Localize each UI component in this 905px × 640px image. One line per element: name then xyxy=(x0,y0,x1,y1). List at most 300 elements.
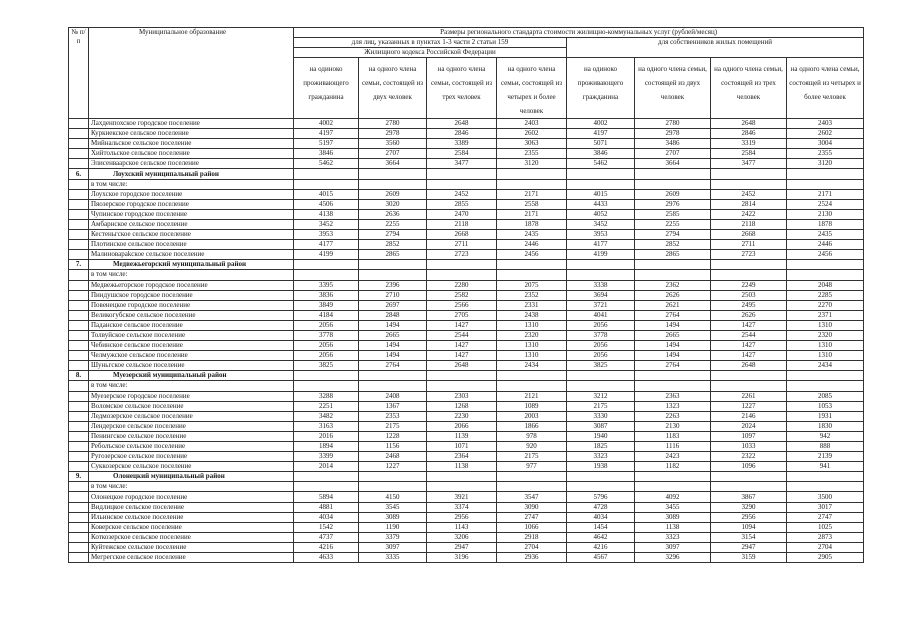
value-cell: 2230 xyxy=(427,411,497,421)
value-cell: 3867 xyxy=(711,492,787,502)
value-cell: 1427 xyxy=(427,320,497,330)
municipality-name: Шуньгское сельское поселение xyxy=(89,361,294,371)
municipality-name: Амбарнское сельское поселение xyxy=(89,219,294,229)
municipality-name: Великогубское сельское поселение xyxy=(89,310,294,320)
value-cell: 2024 xyxy=(711,421,787,431)
value-cell: 2003 xyxy=(497,411,567,421)
table-row xyxy=(69,522,864,532)
district-name: Медвежьегорский муниципальный район xyxy=(89,260,294,270)
value-cell xyxy=(427,371,497,381)
value-cell: 2364 xyxy=(427,452,497,462)
value-cell xyxy=(567,179,635,189)
row-number xyxy=(69,492,89,502)
value-cell: 2956 xyxy=(427,512,497,522)
value-cell: 1542 xyxy=(294,522,359,532)
value-cell: 2936 xyxy=(497,553,567,563)
value-cell: 3545 xyxy=(359,502,427,512)
value-cell: 2320 xyxy=(497,330,567,340)
value-cell: 3452 xyxy=(294,219,359,229)
municipality-name: Мегрегское сельское поселение xyxy=(89,553,294,563)
value-cell: 5071 xyxy=(567,139,635,149)
value-cell: 3004 xyxy=(787,139,864,149)
value-cell xyxy=(787,270,864,280)
value-cell: 2780 xyxy=(359,119,427,129)
value-cell: 2171 xyxy=(497,189,567,199)
value-cell: 2175 xyxy=(497,452,567,462)
value-cell: 2118 xyxy=(427,219,497,229)
value-cell: 1156 xyxy=(359,442,427,452)
value-cell: 3560 xyxy=(359,139,427,149)
value-cell: 1323 xyxy=(635,401,711,411)
row-number xyxy=(69,502,89,512)
value-cell: 2723 xyxy=(427,250,497,260)
value-cell: 1938 xyxy=(567,462,635,472)
value-cell: 1494 xyxy=(359,341,427,351)
municipality-name: Чебинское сельское поселение xyxy=(89,341,294,351)
value-cell xyxy=(427,169,497,179)
value-cell: 1310 xyxy=(787,320,864,330)
value-cell: 3017 xyxy=(787,502,864,512)
municipality-name: Лахденпохское городское поселение xyxy=(89,119,294,129)
row-number xyxy=(69,532,89,542)
value-cell xyxy=(427,482,497,492)
value-cell: 2066 xyxy=(427,421,497,431)
value-cell: 4015 xyxy=(567,189,635,199)
value-cell: 2363 xyxy=(635,391,711,401)
value-cell: 3778 xyxy=(567,330,635,340)
value-cell: 2434 xyxy=(787,361,864,371)
municipality-name: Кестеньгское сельское поселение xyxy=(89,230,294,240)
row-number xyxy=(69,270,89,280)
value-cell: 2873 xyxy=(787,532,864,542)
value-cell: 1066 xyxy=(497,522,567,532)
value-cell: 942 xyxy=(787,431,864,441)
value-cell: 2139 xyxy=(787,452,864,462)
table-row xyxy=(69,351,864,361)
value-cell: 1089 xyxy=(497,401,567,411)
value-cell: 3290 xyxy=(711,502,787,512)
header-group-a-2: Жилищного кодекса Российской Федерации xyxy=(294,48,567,58)
value-cell xyxy=(711,381,787,391)
value-cell: 1310 xyxy=(787,341,864,351)
value-cell: 4199 xyxy=(567,250,635,260)
value-cell xyxy=(635,381,711,391)
value-cell: 3664 xyxy=(635,159,711,169)
table-row xyxy=(69,401,864,411)
value-cell: 888 xyxy=(787,442,864,452)
row-number xyxy=(69,361,89,371)
value-cell: 3849 xyxy=(294,300,359,310)
value-cell: 2609 xyxy=(635,189,711,199)
header-num: № п/п xyxy=(69,28,89,119)
value-cell: 2175 xyxy=(359,421,427,431)
value-cell: 3335 xyxy=(359,553,427,563)
value-cell: 3087 xyxy=(567,421,635,431)
value-cell: 2584 xyxy=(711,149,787,159)
value-cell xyxy=(635,270,711,280)
value-cell xyxy=(711,270,787,280)
value-cell: 2353 xyxy=(359,411,427,421)
value-cell: 2609 xyxy=(359,189,427,199)
subheading-label: в том числе: xyxy=(89,270,294,280)
table-row xyxy=(69,119,864,129)
value-cell: 3921 xyxy=(427,492,497,502)
value-cell: 4197 xyxy=(294,129,359,139)
value-cell: 2452 xyxy=(711,189,787,199)
value-cell xyxy=(294,169,359,179)
value-cell: 3477 xyxy=(427,159,497,169)
subheading-label: в том числе: xyxy=(89,381,294,391)
municipality-name: Толвуйское сельское поселение xyxy=(89,330,294,340)
municipality-name: Куркиекское сельское поселение xyxy=(89,129,294,139)
row-number xyxy=(69,240,89,250)
value-cell: 1427 xyxy=(711,320,787,330)
table-row xyxy=(69,502,864,512)
value-cell: 2711 xyxy=(711,240,787,250)
municipality-name: Повенецкое городское поселение xyxy=(89,300,294,310)
value-cell: 2146 xyxy=(711,411,787,421)
value-cell: 4002 xyxy=(294,119,359,129)
value-cell: 3020 xyxy=(359,199,427,209)
value-cell xyxy=(359,482,427,492)
value-cell: 1310 xyxy=(497,351,567,361)
table-row xyxy=(69,280,864,290)
value-cell: 2303 xyxy=(427,391,497,401)
value-cell: 2697 xyxy=(359,300,427,310)
municipality-name: Ледмозерское сельское поселение xyxy=(89,411,294,421)
value-cell: 1268 xyxy=(427,401,497,411)
value-cell: 2503 xyxy=(711,290,787,300)
value-cell: 2016 xyxy=(294,431,359,441)
value-cell: 2452 xyxy=(427,189,497,199)
value-cell xyxy=(497,482,567,492)
value-cell: 3196 xyxy=(427,553,497,563)
value-cell: 4177 xyxy=(567,240,635,250)
value-cell xyxy=(359,169,427,179)
value-cell: 2705 xyxy=(427,310,497,320)
value-cell: 5796 xyxy=(567,492,635,502)
value-cell xyxy=(497,270,567,280)
value-cell xyxy=(427,472,497,482)
value-cell: 2408 xyxy=(359,391,427,401)
value-cell: 3374 xyxy=(427,502,497,512)
municipality-name: Челмужское сельское поселение xyxy=(89,351,294,361)
table-row xyxy=(69,452,864,462)
value-cell: 2175 xyxy=(567,401,635,411)
value-cell: 2435 xyxy=(497,230,567,240)
value-cell: 2747 xyxy=(497,512,567,522)
header-col-2: на одного члена семьи, состоящей из двух человек xyxy=(359,58,427,119)
value-cell: 3323 xyxy=(635,532,711,542)
table-row xyxy=(69,431,864,441)
value-cell: 1094 xyxy=(711,522,787,532)
value-cell: 920 xyxy=(497,442,567,452)
value-cell xyxy=(497,179,567,189)
value-cell: 2171 xyxy=(497,209,567,219)
table-row xyxy=(69,391,864,401)
value-cell: 4433 xyxy=(567,199,635,209)
value-cell: 2956 xyxy=(711,512,787,522)
district-row xyxy=(69,472,864,482)
value-cell: 2626 xyxy=(635,290,711,300)
table-row xyxy=(69,149,864,159)
municipality-name: Пиндушское городское поселение xyxy=(89,290,294,300)
row-number xyxy=(69,129,89,139)
value-cell: 1138 xyxy=(635,522,711,532)
row-number xyxy=(69,351,89,361)
row-number: 8. xyxy=(69,371,89,381)
value-cell: 3159 xyxy=(711,553,787,563)
header-col-5: на одиноко проживающего гражданина xyxy=(567,58,635,119)
value-cell xyxy=(294,371,359,381)
value-cell xyxy=(294,381,359,391)
value-cell xyxy=(787,482,864,492)
value-cell: 2362 xyxy=(635,280,711,290)
row-number xyxy=(69,462,89,472)
value-cell: 4002 xyxy=(567,119,635,129)
municipality-name: Медвежьегорское городское поселение xyxy=(89,280,294,290)
value-cell xyxy=(567,169,635,179)
value-cell: 1866 xyxy=(497,421,567,431)
value-cell: 2918 xyxy=(497,532,567,542)
value-cell: 3089 xyxy=(359,512,427,522)
value-cell: 2764 xyxy=(359,361,427,371)
table-row xyxy=(69,129,864,139)
value-cell: 3953 xyxy=(567,230,635,240)
value-cell: 4184 xyxy=(294,310,359,320)
value-cell xyxy=(294,260,359,270)
value-cell xyxy=(567,381,635,391)
value-cell: 2255 xyxy=(635,219,711,229)
value-cell: 2456 xyxy=(787,250,864,260)
table-row xyxy=(69,361,864,371)
municipality-name: Пенингское сельское поселение xyxy=(89,431,294,441)
value-cell xyxy=(359,381,427,391)
table-row xyxy=(69,542,864,552)
value-cell: 1071 xyxy=(427,442,497,452)
value-cell: 2648 xyxy=(427,119,497,129)
municipality-name: Лендерское сельское поселение xyxy=(89,421,294,431)
row-number xyxy=(69,542,89,552)
value-cell: 4642 xyxy=(567,532,635,542)
value-cell: 1427 xyxy=(427,351,497,361)
value-cell: 3212 xyxy=(567,391,635,401)
value-cell: 3097 xyxy=(359,542,427,552)
value-cell: 2171 xyxy=(787,189,864,199)
table-row xyxy=(69,310,864,320)
value-cell xyxy=(497,381,567,391)
value-cell: 2249 xyxy=(711,280,787,290)
municipality-name: Паданское сельское поселение xyxy=(89,320,294,330)
value-cell: 2780 xyxy=(635,119,711,129)
table-row xyxy=(69,209,864,219)
value-cell xyxy=(359,260,427,270)
value-cell: 2711 xyxy=(427,240,497,250)
value-cell: 1190 xyxy=(359,522,427,532)
row-number xyxy=(69,139,89,149)
value-cell xyxy=(635,179,711,189)
value-cell: 4138 xyxy=(294,209,359,219)
value-cell: 5462 xyxy=(294,159,359,169)
value-cell xyxy=(497,472,567,482)
value-cell: 2704 xyxy=(497,542,567,552)
value-cell: 3089 xyxy=(635,512,711,522)
value-cell: 1427 xyxy=(711,351,787,361)
table-row xyxy=(69,512,864,522)
value-cell: 2794 xyxy=(635,230,711,240)
municipality-name: Коткозерское сельское поселение xyxy=(89,532,294,542)
value-cell: 1427 xyxy=(711,341,787,351)
value-cell: 2865 xyxy=(635,250,711,260)
value-cell: 2322 xyxy=(711,452,787,462)
municipality-name: Куйтежское сельское поселение xyxy=(89,542,294,552)
row-number xyxy=(69,442,89,452)
value-cell xyxy=(567,482,635,492)
value-cell: 2707 xyxy=(635,149,711,159)
table-row xyxy=(69,462,864,472)
subheading-label: в том числе: xyxy=(89,482,294,492)
value-cell: 3452 xyxy=(567,219,635,229)
value-cell: 2280 xyxy=(427,280,497,290)
value-cell: 2665 xyxy=(635,330,711,340)
table-body xyxy=(69,119,864,563)
value-cell: 2947 xyxy=(427,542,497,552)
value-cell xyxy=(497,371,567,381)
row-number xyxy=(69,310,89,320)
value-cell: 2905 xyxy=(787,553,864,563)
value-cell xyxy=(787,169,864,179)
value-cell: 978 xyxy=(497,431,567,441)
value-cell: 2014 xyxy=(294,462,359,472)
value-cell: 2495 xyxy=(711,300,787,310)
header-col-3: на одного члена семьи, состоящей из трех человек xyxy=(427,58,497,119)
value-cell: 3825 xyxy=(567,361,635,371)
row-number: 7. xyxy=(69,260,89,270)
value-cell: 3694 xyxy=(567,290,635,300)
row-number xyxy=(69,290,89,300)
value-cell: 2396 xyxy=(359,280,427,290)
value-cell: 2320 xyxy=(787,330,864,340)
table-row xyxy=(69,442,864,452)
municipality-name: Воломское сельское поселение xyxy=(89,401,294,411)
value-cell: 2524 xyxy=(787,199,864,209)
row-number xyxy=(69,250,89,260)
value-cell: 2331 xyxy=(497,300,567,310)
value-cell: 3120 xyxy=(497,159,567,169)
value-cell: 2435 xyxy=(787,230,864,240)
subheading-row xyxy=(69,482,864,492)
value-cell xyxy=(497,169,567,179)
value-cell: 2668 xyxy=(427,230,497,240)
value-cell: 1116 xyxy=(635,442,711,452)
value-cell xyxy=(567,270,635,280)
value-cell: 3206 xyxy=(427,532,497,542)
value-cell xyxy=(635,260,711,270)
value-cell: 1878 xyxy=(787,219,864,229)
value-cell: 1139 xyxy=(427,431,497,441)
value-cell: 3825 xyxy=(294,361,359,371)
value-cell: 2352 xyxy=(497,290,567,300)
value-cell: 1138 xyxy=(427,462,497,472)
table-row xyxy=(69,139,864,149)
table-row xyxy=(69,320,864,330)
value-cell: 4092 xyxy=(635,492,711,502)
municipality-name: Ильинское сельское поселение xyxy=(89,512,294,522)
value-cell: 2947 xyxy=(711,542,787,552)
value-cell: 1367 xyxy=(359,401,427,411)
value-cell: 2403 xyxy=(787,119,864,129)
value-cell: 2261 xyxy=(711,391,787,401)
table-row xyxy=(69,189,864,199)
value-cell: 3296 xyxy=(635,553,711,563)
value-cell: 3097 xyxy=(635,542,711,552)
value-cell: 1053 xyxy=(787,401,864,411)
row-number xyxy=(69,179,89,189)
value-cell xyxy=(711,260,787,270)
table-row xyxy=(69,250,864,260)
value-cell: 2456 xyxy=(497,250,567,260)
value-cell: 1830 xyxy=(787,421,864,431)
value-cell: 2056 xyxy=(294,341,359,351)
subheading-row xyxy=(69,179,864,189)
value-cell xyxy=(359,472,427,482)
value-cell: 3500 xyxy=(787,492,864,502)
value-cell: 2438 xyxy=(497,310,567,320)
value-cell: 5197 xyxy=(294,139,359,149)
value-cell: 2602 xyxy=(787,129,864,139)
value-cell: 4015 xyxy=(294,189,359,199)
value-cell: 2056 xyxy=(567,351,635,361)
row-number xyxy=(69,320,89,330)
header-title: Размеры регионального стандарта стоимости жилищно-коммунальных услуг (рублей/месяц) xyxy=(294,28,864,38)
value-cell: 2446 xyxy=(497,240,567,250)
table-row xyxy=(69,240,864,250)
value-cell: 3778 xyxy=(294,330,359,340)
value-cell: 1494 xyxy=(359,351,427,361)
table-row xyxy=(69,341,864,351)
value-cell xyxy=(635,472,711,482)
value-cell xyxy=(711,472,787,482)
value-cell: 1454 xyxy=(567,522,635,532)
municipality-name: Мийнальское сельское поселение xyxy=(89,139,294,149)
value-cell: 2636 xyxy=(359,209,427,219)
value-cell: 4737 xyxy=(294,532,359,542)
value-cell: 2852 xyxy=(359,240,427,250)
value-cell: 1182 xyxy=(635,462,711,472)
row-number xyxy=(69,391,89,401)
value-cell: 4034 xyxy=(294,512,359,522)
row-number xyxy=(69,482,89,492)
value-cell: 3486 xyxy=(635,139,711,149)
value-cell: 1878 xyxy=(497,219,567,229)
header-col-7: на одного члена семьи, состоящей из трех человек xyxy=(711,58,787,119)
header-municipality: Муниципальное образование xyxy=(89,28,294,119)
table-row xyxy=(69,421,864,431)
value-cell: 2865 xyxy=(359,250,427,260)
value-cell xyxy=(294,482,359,492)
row-number xyxy=(69,401,89,411)
table-header xyxy=(69,28,864,119)
value-cell: 3721 xyxy=(567,300,635,310)
table-row xyxy=(69,553,864,563)
table-row xyxy=(69,199,864,209)
value-cell: 2764 xyxy=(635,361,711,371)
value-cell xyxy=(427,381,497,391)
value-cell: 2423 xyxy=(635,452,711,462)
table-row xyxy=(69,411,864,421)
value-cell: 1183 xyxy=(635,431,711,441)
value-cell: 2978 xyxy=(635,129,711,139)
